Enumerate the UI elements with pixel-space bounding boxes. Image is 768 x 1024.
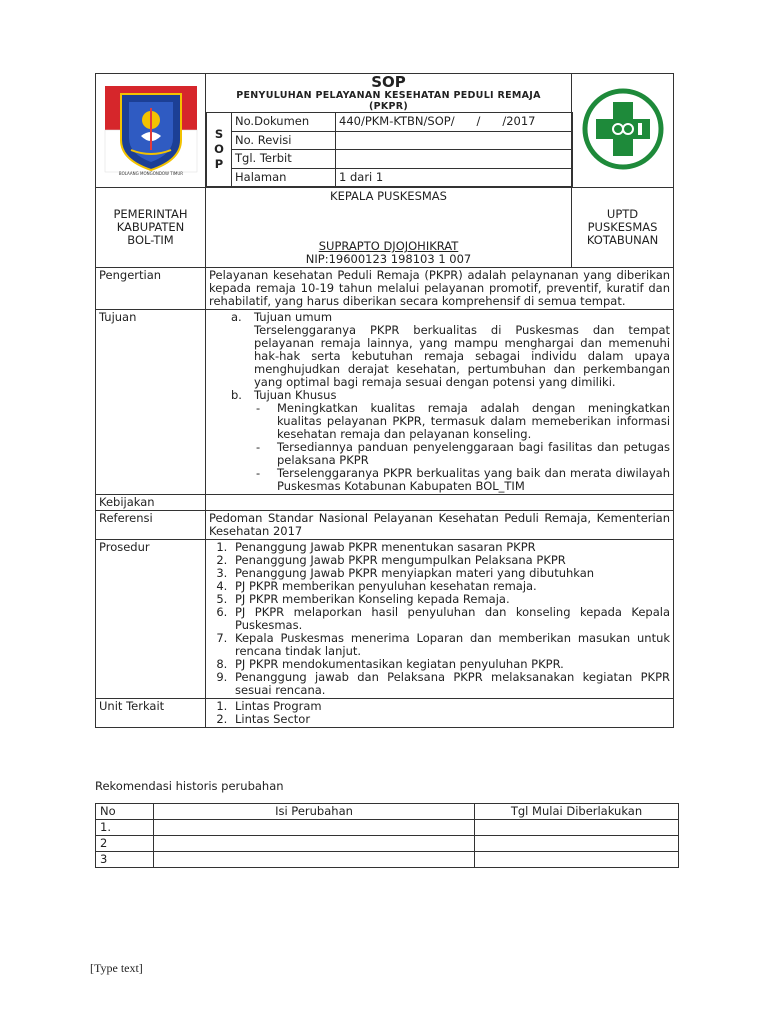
meta-label-norevisi: No. Revisi <box>232 131 336 150</box>
prosedur-content <box>206 540 674 699</box>
history-header-row <box>96 804 679 820</box>
prosedur-step: 4. PJ PKPR memberikan penyuluhan kesehatan remaja. <box>231 580 670 593</box>
emblem-caption: BOLAANG MONGONDOW TIMUR <box>118 171 183 176</box>
meta-label-tglterbit: Tgl. Terbit <box>232 150 336 169</box>
pengertian-label: Pengertian <box>96 268 206 310</box>
document-subtitle-line1: PENYULUHAN PELAYANAN KESEHATAN PEDULI REMAJA <box>236 90 541 101</box>
referensi-label: Referensi <box>96 511 206 540</box>
history-cell-tgl <box>475 852 679 868</box>
tujuan-umum-text: Terselenggaranya PKPR berkualitas di Puskesmas dan tempat pelayanan remaja lainnya, yang mampu menghargai dan memenuhi hak-hak serta kebutuhan remaja sebagai individu dalam upaya menghujudkan derajat kesehatan, pertumbuhan dan perkembangan yang optimal bagi remaja sesuai dengan potensi yang dimiliki. <box>254 323 671 389</box>
tujuan-khusus-text: Terselenggaranya PKPR berkualitas yang baik dan merata diwilayah Puskesmas Kotabunan Kabupaten BOL_TIM <box>277 466 671 493</box>
signature-nip: NIP:19600123 198103 1 007 <box>305 252 472 266</box>
history-row <box>96 852 679 868</box>
tujuan-b-marker: b. <box>231 388 242 402</box>
tujuan-label: Tujuan <box>96 310 206 495</box>
meta-label-halaman: Halaman <box>232 168 336 187</box>
meta-label-nodokumen: No.Dokumen <box>232 113 336 132</box>
history-cell-no: 1. <box>96 820 154 836</box>
meta-value-tglterbit <box>336 150 573 169</box>
history-row <box>96 836 679 852</box>
history-cell-isi <box>154 820 475 836</box>
prosedur-step: 9. Penanggung jawab dan Pelaksana PKPR melaksanakan kegiatan PKPR sesuai rencana. <box>231 671 670 697</box>
kebijakan-text <box>206 495 674 511</box>
signature-cell <box>206 188 572 268</box>
regency-emblem-icon <box>101 80 201 178</box>
tujuan-khusus-point: - Meningkatkan kualitas remaja adalah dengan meningkatkan kualitas pelayanan PKPR, termasuk dalam memeberikan informasi kesehatan remaja dan pelayanan konseling. <box>256 401 671 441</box>
history-cell-tgl <box>475 820 679 836</box>
regency-logo-cell <box>96 74 206 188</box>
pengertian-text: Pelayanan kesehatan Peduli Remaja (PKPR) adalah pelaynanan yang diberikan kepada remaja 10-19 tahun melalui pelayanan promotif, preventif, kuratif dan rehabilatif, yang harus diberikan secara komprehensif di semua tempat. <box>206 268 674 310</box>
kebijakan-label: Kebijakan <box>96 495 206 511</box>
pemerintah-line1: PEMERINTAH <box>113 207 188 221</box>
puskesmas-cross-logo-icon <box>582 88 664 170</box>
tujuan-khusus-title: Tujuan Khusus <box>254 388 337 402</box>
prosedur-step: 3. Penanggung Jawab PKPR menyiapkan materi yang dibutuhkan <box>231 567 670 580</box>
puskesmas-logo-cell <box>572 74 674 188</box>
history-cell-no: 2 <box>96 836 154 852</box>
title-cell <box>206 74 572 188</box>
tujuan-umum-title: Tujuan umum <box>254 310 333 324</box>
prosedur-step: 1. Penanggung Jawab PKPR menentukan sasaran PKPR <box>231 541 670 554</box>
prosedur-step: 7. Kepala Puskesmas menerima Loparan dan memberikan masukan untuk rencana tindak lanjut. <box>231 632 670 658</box>
document-subtitle-line2: (PKPR) <box>368 101 409 112</box>
sop-letter-o: O <box>214 142 224 156</box>
tujuan-khusus-text: Meningkatkan kualitas remaja adalah dengan meningkatkan kualitas pelayanan PKPR, termasuk dalam memeberikan informasi kesehatan remaja dan pelayanan konseling. <box>277 401 671 441</box>
unit-terkait-list <box>209 700 670 726</box>
history-cell-no: 3 <box>96 852 154 868</box>
uptd-line1: UPTD <box>606 207 639 221</box>
meta-value-norevisi <box>336 131 573 150</box>
history-header-tgl: Tgl Mulai Diberlakukan <box>475 804 679 820</box>
sop-vertical-label <box>207 113 232 187</box>
uptd-line2: PUSKESMAS <box>587 220 658 234</box>
uptd-cell <box>572 188 674 268</box>
history-header-no: No <box>96 804 154 820</box>
tujuan-a-marker: a. <box>231 310 242 324</box>
pemerintah-cell <box>96 188 206 268</box>
tujuan-khusus-text: Tersediannya panduan penyelenggaraan bagi fasilitas dan petugas pelaksana PKPR <box>277 440 671 467</box>
meta-value-nodokumen: 440/PKM-KTBN/SOP/ / /2017 <box>336 113 573 132</box>
tujuan-khusus-item <box>209 389 670 493</box>
unit-terkait-item: 2. Lintas Sector <box>231 713 670 726</box>
unit-terkait-content <box>206 699 674 728</box>
meta-value-halaman: 1 dari 1 <box>336 168 573 187</box>
sop-letter-s: S <box>214 127 224 141</box>
pemerintah-line2: KABUPATEN <box>116 220 185 234</box>
history-caption: Rekomendasi historis perubahan <box>95 779 284 793</box>
tujuan-content <box>206 310 674 495</box>
prosedur-label: Prosedur <box>96 540 206 699</box>
history-cell-tgl <box>475 836 679 852</box>
history-cell-isi <box>154 836 475 852</box>
signature-name: SUPRAPTO DJOJOHIKRAT <box>318 239 459 253</box>
history-cell-isi <box>154 852 475 868</box>
prosedur-list <box>209 541 670 697</box>
referensi-text: Pedoman Standar Nasional Pelayanan Kesehatan Peduli Remaja, Kementerian Kesehatan 2017 <box>206 511 674 540</box>
pemerintah-line3: BOL-TIM <box>127 233 174 247</box>
signature-role: KEPALA PUSKESMAS <box>330 189 447 203</box>
uptd-line3: KOTABUNAN <box>586 233 659 247</box>
prosedur-step: 6. PJ PKPR melaporkan hasil penyuluhan dan konseling kepada Kepala Puskesmas. <box>231 606 670 632</box>
sop-letter-p: P <box>214 157 224 171</box>
history-row <box>96 820 679 836</box>
prosedur-step: 2. Penanggung Jawab PKPR mengumpulkan Pelaksana PKPR <box>231 554 670 567</box>
prosedur-step: 8. PJ PKPR mendokumentasikan kegiatan penyuluhan PKPR. <box>231 658 670 671</box>
history-header-isi: Isi Perubahan <box>154 804 475 820</box>
history-table <box>95 803 679 868</box>
document-title: SOP <box>371 73 406 91</box>
tujuan-umum-item <box>209 311 670 389</box>
sop-table <box>95 73 674 728</box>
prosedur-step: 5. PJ PKPR memberikan Konseling kepada Remaja. <box>231 593 670 606</box>
tujuan-khusus-point: - Tersediannya panduan penyelenggaraan bagi fasilitas dan petugas pelaksana PKPR <box>256 440 671 467</box>
footer-placeholder: [Type text] <box>90 961 143 975</box>
tujuan-khusus-point: - Terselenggaranya PKPR berkualitas yang baik dan merata diwilayah Puskesmas Kotabunan Kabupaten BOL_TIM <box>256 466 671 493</box>
meta-table <box>206 112 573 187</box>
unit-terkait-label: Unit Terkait <box>96 699 206 728</box>
unit-terkait-item: 1. Lintas Program <box>231 700 670 713</box>
